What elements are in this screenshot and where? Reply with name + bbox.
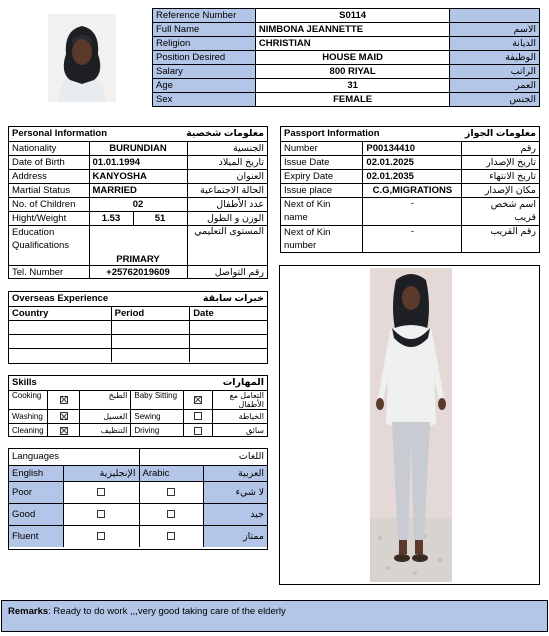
issue-date-row [281,155,539,169]
remarks-bar [1,600,548,632]
marital-row [9,183,267,197]
expiry-label: Expiry Date [281,169,363,183]
age-value: 31 [255,79,449,93]
checkbox-checked-icon [60,412,68,420]
language-level-row [9,525,267,547]
overseas-title: Overseas Experience [12,293,109,305]
passport-number-value: P00134410 [363,141,462,155]
country-header: Country [9,306,111,320]
reference-value: S0114 [255,9,449,23]
education-label-line1: Education [12,226,55,238]
dob-ar: تاريخ الميلاد [187,155,267,169]
skill-babysitting-ar-line2: الأطفال [238,399,264,409]
skill-row [9,409,267,423]
level-good-label: Good [9,503,63,525]
skill-cleaning-ar: التنظيف [80,423,131,437]
skill-cooking-ar: الطبخ [80,390,131,409]
overseas-cell [190,320,267,334]
reference-label: Reference Number [153,9,256,23]
education-ar: المستوى التعليمي [187,225,267,265]
level-good-ar: جيد [203,503,267,525]
overseas-cell [9,320,111,334]
checkbox-empty-icon [97,532,105,540]
languages-title: Languages [9,449,139,465]
religion-value: CHRISTIAN [255,37,449,51]
english-label: English [9,465,63,481]
marital-value: MARRIED [89,183,187,197]
issue-date-label: Issue Date [281,155,363,169]
checkbox-empty-icon [167,510,175,518]
position-value: HOUSE MAID [255,51,449,65]
education-row [9,225,267,265]
overseas-row [9,320,267,334]
checkbox-empty-icon [167,488,175,496]
nationality-value: BURUNDIAN [89,141,187,155]
issue-place-label: Issue place [281,183,363,197]
height-weight-label: Hight/Weight [9,211,89,225]
issue-date-value: 02.01.2025 [363,155,462,169]
expiry-ar: تاريخ الانتهاء [462,169,539,183]
tel-label: Tel. Number [9,265,89,279]
reference-ar [450,9,540,23]
skills-title-ar: المهارات [222,377,264,389]
passport-title-row [281,127,539,141]
language-level-row [9,481,267,503]
salary-ar: الراتب [450,65,540,79]
dob-value: 01.01.1994 [89,155,187,169]
reference-row [153,9,540,23]
skill-babysitting-checkbox[interactable] [184,390,213,409]
header-row [153,37,540,51]
nationality-row [9,141,267,155]
level-fluent-ar: ممتاز [203,525,267,547]
position-label: Position Desired [153,51,256,65]
level-fluent-label: Fluent [9,525,63,547]
full-name-value: NIMBONA JEANNETTE [255,23,449,37]
address-row [9,169,267,183]
overseas-experience-section [8,291,268,364]
skill-washing-ar: الغسيل [80,409,131,423]
children-value: 02 [89,197,187,211]
kin-number-label-line2: number [284,240,317,252]
kin-number-row [281,225,539,253]
level-poor-label: Poor [9,481,63,503]
level-poor-ar: لا شيء [203,481,267,503]
languages-title-ar: اللغات [139,449,267,465]
checkbox-empty-icon [194,427,202,435]
tel-ar: رقم التواصل [187,265,267,279]
overseas-cell [190,334,267,348]
issue-date-ar: تاريخ الإصدار [462,155,539,169]
overseas-row [9,348,267,362]
kin-number-ar: رقم القريب [462,225,539,253]
education-label [9,225,89,265]
overseas-cell [9,348,111,362]
marital-label: Martial Status [9,183,89,197]
checkbox-checked-icon [194,396,202,404]
skill-driving-ar: سائق [213,423,267,437]
skills-section [8,375,268,437]
arabic-poor-checkbox[interactable] [139,481,203,503]
passport-number-label: Number [281,141,363,155]
kin-name-label-line1: Next of Kin [284,199,331,210]
overseas-cell [111,334,190,348]
dob-label: Date of Birth [9,155,89,169]
issue-place-ar: مكان الإصدار [462,183,539,197]
checkbox-empty-icon [97,488,105,496]
skill-babysitting-ar-line1: التعامل مع [229,390,264,400]
skill-cleaning-label: Cleaning [9,423,47,437]
issue-place-value: C.G,MIGRATIONS [363,183,462,197]
sex-label: Sex [153,93,256,107]
kin-name-ar-line2: قريب [514,212,536,223]
skill-babysitting-ar [213,390,267,409]
education-label-line2: Qualifications [12,239,70,251]
personal-title: Personal Information [12,128,108,140]
expiry-value: 02.01.2035 [363,169,462,183]
kin-number-label [281,225,363,253]
address-label: Address [9,169,89,183]
full-body-photo [370,268,452,582]
arabic-good-checkbox[interactable] [139,503,203,525]
checkbox-checked-icon [60,427,68,435]
portrait-photo [48,14,116,102]
education-value: PRIMARY [89,225,187,265]
sex-ar: الجنس [450,93,540,107]
overseas-title-row [9,292,267,306]
kin-name-value: - [363,197,462,225]
skill-sewing-checkbox[interactable] [184,409,213,423]
address-ar: العنوان [187,169,267,183]
age-label: Age [153,79,256,93]
height-weight-ar: الوزن و الطول [187,211,267,225]
tel-value: +25762019609 [89,265,187,279]
position-ar: الوظيفة [450,51,540,65]
header-row [153,51,540,65]
languages-header-row [9,465,267,481]
children-label: No. of Children [9,197,89,211]
date-header: Date [190,306,267,320]
passport-title-ar: معلومات الجواز [464,128,536,140]
language-level-row [9,503,267,525]
languages-section [8,448,268,550]
personal-info-section [8,126,268,279]
period-header: Period [111,306,190,320]
passport-info-section [280,126,540,253]
marital-ar: الحالة الاجتماعية [187,183,267,197]
checkbox-empty-icon [167,532,175,540]
arabic-label: Arabic [139,465,203,481]
salary-value: 800 RIYAL [255,65,449,79]
kin-name-label-line2: name [284,212,308,223]
children-row [9,197,267,211]
children-ar: عدد الأطفال [187,197,267,211]
skill-washing-checkbox[interactable] [47,409,80,423]
personal-title-row [9,127,267,141]
header-table [152,8,540,107]
skills-table [9,376,267,437]
header-row [153,79,540,93]
overseas-header-row [9,306,267,320]
kin-name-label [281,197,363,225]
skill-washing-label: Washing [9,409,47,423]
overseas-cell [190,348,267,362]
personal-info-table [9,127,267,279]
overseas-title-ar: خبرات سابقة [202,293,264,305]
kin-number-label-line1: Next of Kin [284,227,331,239]
checkbox-empty-icon [194,412,202,420]
english-fluent-checkbox[interactable] [63,525,139,547]
skill-cooking-label: Cooking [9,390,47,409]
personal-title-ar: معلومات شخصية [186,128,264,140]
header-row [153,93,540,107]
arabic-ar: العربية [203,465,267,481]
height-weight-row [9,211,267,225]
passport-title: Passport Information [284,128,380,140]
arabic-fluent-checkbox[interactable] [139,525,203,547]
weight-value: 51 [133,211,187,225]
nationality-label: Nationality [9,141,89,155]
remarks-text: : Ready to do work ,,,very good taking care of the elderly [48,606,286,617]
header-row [153,23,540,37]
kin-name-ar [462,197,539,225]
remarks-label: Remarks [8,606,49,617]
skills-title: Skills [12,377,37,389]
salary-label: Salary [153,65,256,79]
skill-row [9,423,267,437]
languages-table [9,449,267,547]
full-name-ar: الاسم [450,23,540,37]
passport-number-row [281,141,539,155]
religion-ar: الديانة [450,37,540,51]
full-name-label: Full Name [153,23,256,37]
english-ar: الإنجليزية [63,465,139,481]
nationality-ar: الجنسية [187,141,267,155]
header-row [153,65,540,79]
passport-info-table [281,127,539,253]
passport-number-ar: رقم [462,141,539,155]
overseas-cell [9,334,111,348]
age-ar: العمر [450,79,540,93]
overseas-cell [111,348,190,362]
skill-sewing-ar: الخياطة [213,409,267,423]
kin-number-value: - [363,225,462,253]
overseas-row [9,334,267,348]
checkbox-checked-icon [60,396,68,404]
skills-title-row [9,376,267,390]
skill-driving-checkbox[interactable] [184,423,213,437]
skill-sewing-label: Sewing [131,409,184,423]
overseas-cell [111,320,190,334]
kin-name-row [281,197,539,225]
skill-cooking-checkbox[interactable] [47,390,80,409]
kin-name-ar-line1: اسم شخص [490,199,536,210]
english-poor-checkbox[interactable] [63,481,139,503]
issue-place-row [281,183,539,197]
religion-label: Religion [153,37,256,51]
overseas-table [9,292,267,362]
skill-driving-label: Driving [131,423,184,437]
address-value: KANYOSHA [89,169,187,183]
dob-row [9,155,267,169]
skill-cleaning-checkbox[interactable] [47,423,80,437]
expiry-row [281,169,539,183]
tel-row [9,265,267,279]
skill-row [9,390,267,409]
sex-value: FEMALE [255,93,449,107]
height-value: 1.53 [89,211,133,225]
full-body-photo-frame [279,265,540,585]
skill-babysitting-label: Baby Sitting [131,390,184,409]
english-good-checkbox[interactable] [63,503,139,525]
checkbox-empty-icon [97,510,105,518]
languages-title-row [9,449,267,465]
